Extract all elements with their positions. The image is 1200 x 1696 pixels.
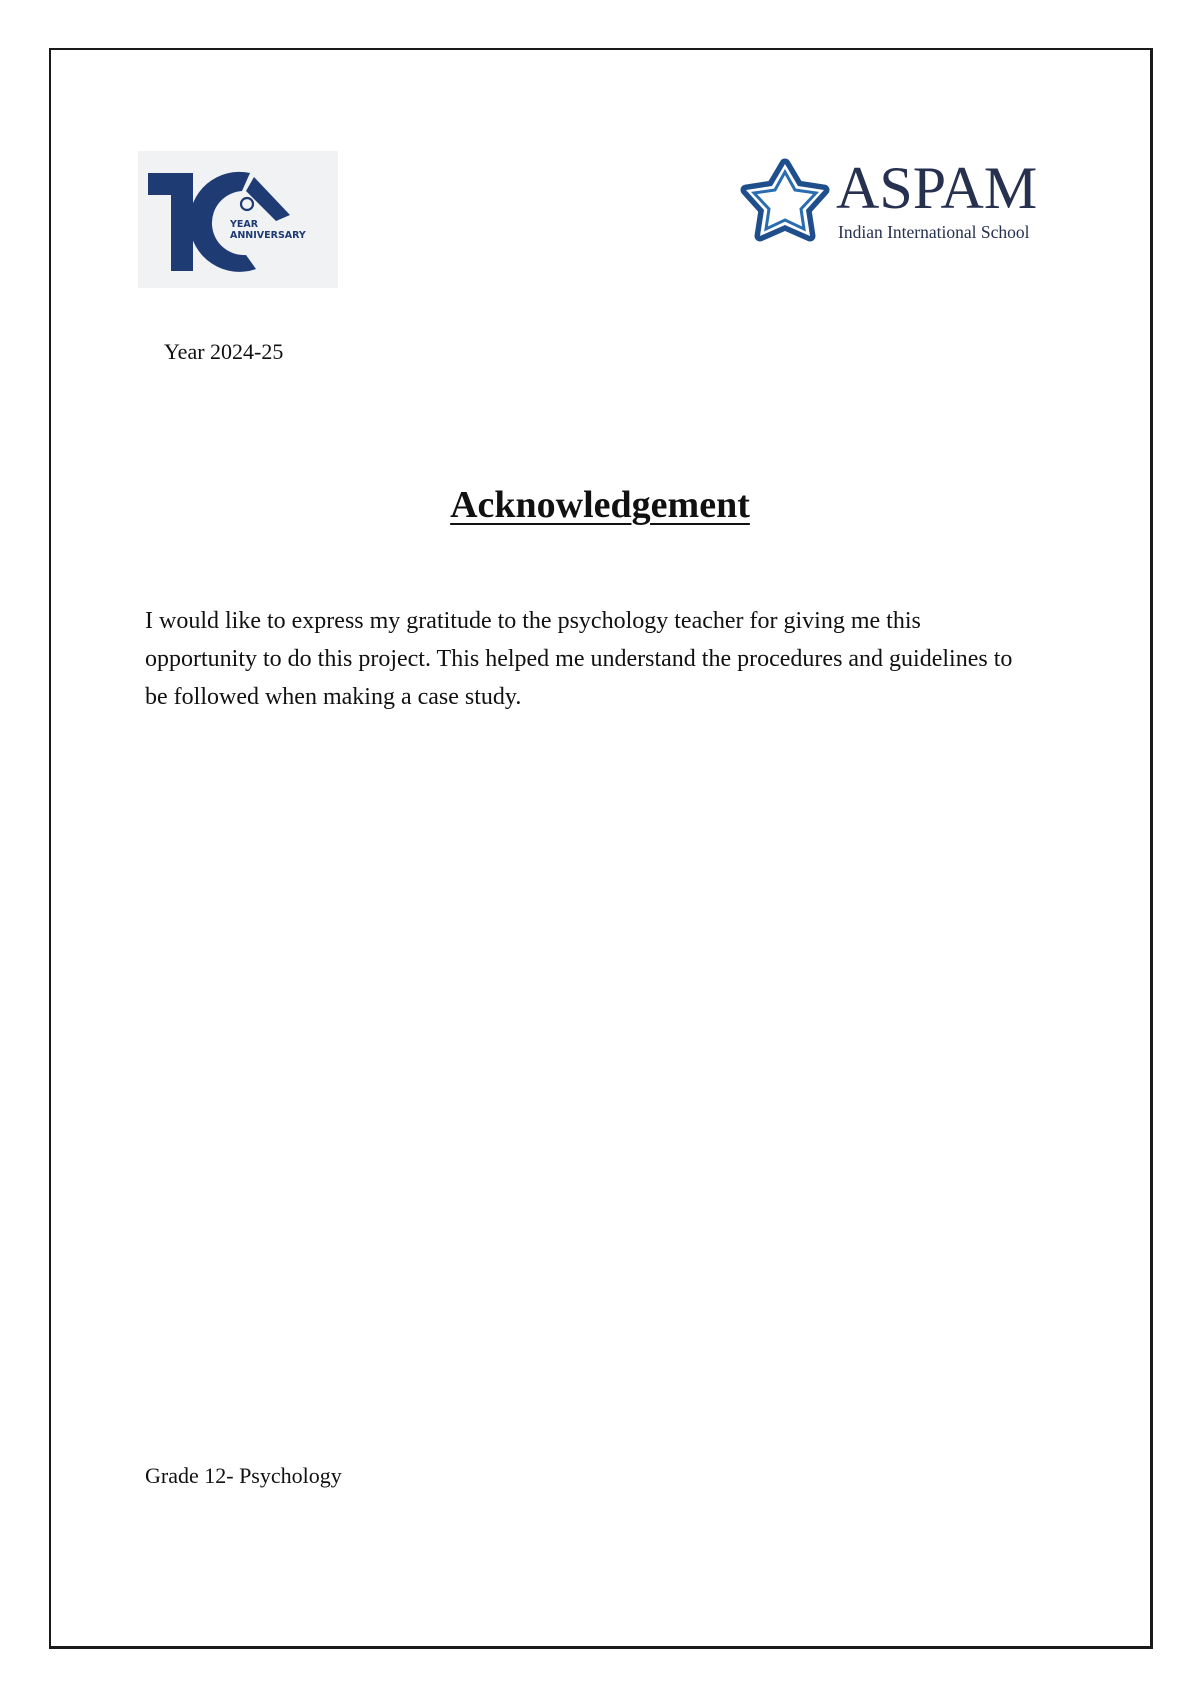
- aspam-school-logo: [738, 150, 1078, 250]
- acknowledgement-paragraph: I would like to express my gratitude to the psychology teacher for giving me this opportunity to do this project. This helped me understand the procedures and guidelines to be followed when making a case study.: [145, 608, 1013, 710]
- anniversary-logo: [138, 151, 338, 288]
- school-subtitle: Indian International School: [838, 222, 1030, 242]
- anniversary-logo-graphic: [138, 151, 338, 288]
- anniversary-line1: YEAR: [230, 219, 259, 230]
- grade-subject-footer: Grade 12- Psychology: [145, 1463, 342, 1488]
- academic-year: Year 2024-25: [164, 339, 284, 364]
- school-name: ASPAM: [836, 155, 1038, 221]
- page-title: Acknowledgement: [450, 484, 750, 526]
- aspam-logo-graphic: [738, 150, 1078, 250]
- page-border: [49, 48, 1153, 1649]
- anniversary-line2: ANNIVERSARY: [230, 230, 306, 241]
